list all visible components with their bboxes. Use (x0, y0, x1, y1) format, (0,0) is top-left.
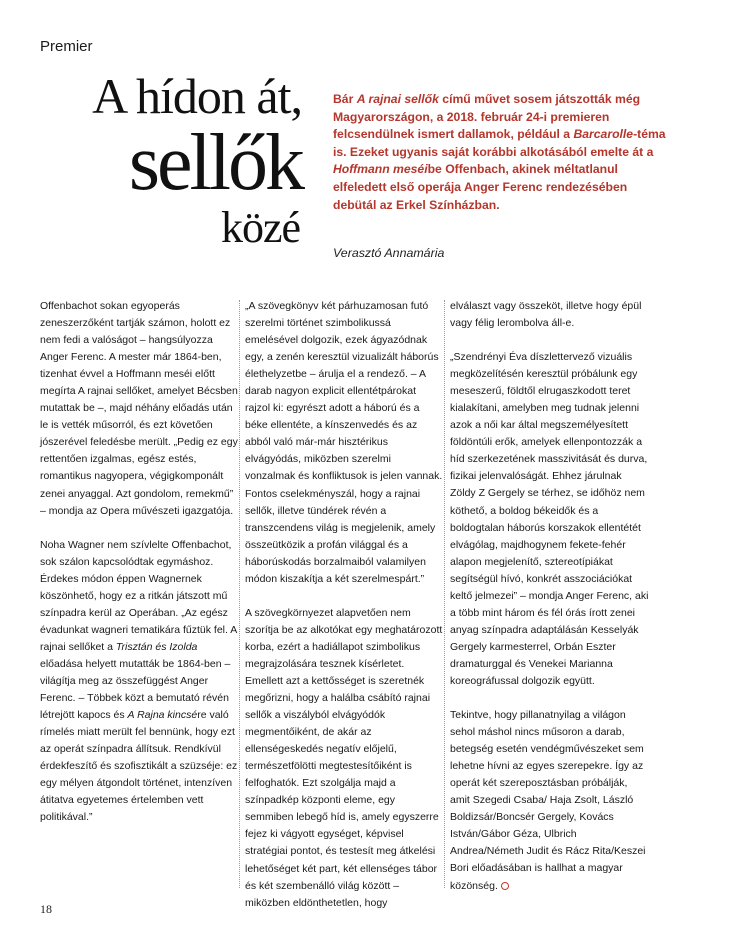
body-text: Tekintve, hogy pillanatnyilag a világon sehol máshol nincs műsoron a darab, betegség esetén vendégművészeket sem lehetne hívni az egyes szerepekre. Így az operát két szereposztásban próbálják, amit Szegedi Csaba/ Haja Zsolt, László Boldizsár/Boncsér Gergely, Kovács István/Gábor Géza, Ulbrich Andrea/Németh Judit és Rácz Rita/Keszei Bori előadásában is hallhat a magyar közönség. (450, 709, 646, 892)
body-column-3 (450, 298, 650, 912)
lead-emphasis: Hoffmann meséi (333, 162, 428, 177)
body-column-1 (40, 298, 238, 843)
title-line-1: A hídon át, (92, 68, 302, 124)
lead-text: be Offenbach, akinek méltatlanul elfeledett első operája Anger Ferenc rendezésében debütál az Erkel Színházban. (333, 162, 628, 212)
body-column-2 (245, 298, 443, 929)
body-emphasis: Trisztán és Izolda (115, 640, 198, 653)
lead-emphasis: Barcarolle (573, 127, 634, 142)
lead-text: -téma is. Ezeket ugyanis saját korábbi alkotásából emelte át a (333, 127, 666, 159)
body-text: Noha Wagner nem szívlelte Offenbachot, sok szálon kapcsolódtak egymáshoz. Érdekes módon éppen Wagnernek köszönhető, hogy ez a ritkán játszott mű színpadra kerül az Operában. „Az egész évadunkat wagneri tematikára fűztük fel. A rajnai sellőket a (40, 538, 237, 653)
page-number: 18 (40, 902, 52, 916)
column-divider (239, 300, 240, 888)
body-text: előadása helyett mutatták be 1864-ben – világítja meg az összefüggést Anger Ferenc. – Többek közt a bemutató révén létrejött kapocs és (40, 657, 231, 722)
end-of-article-icon (501, 882, 509, 890)
lead-emphasis: A rajnai sellők (356, 92, 439, 106)
column-divider (444, 300, 445, 888)
body-text: re való rímelés miatt merült fel bennünk, hogy ezt az operát színpadra állítsuk. Rendkívül érdekfeszítő és szofisztikált a szüzséje: ez egy mélyen átgondolt történet, intenzíven átitatva egyetemes értelemben vett politikával.” (40, 709, 238, 824)
body-emphasis: A Rajna kincsé (127, 709, 198, 722)
body-paragraph: Offenbachot sokan egyoperás zeneszerzőként tartják számon, holott ez nem fedi a valóságot – hangsúlyozza Anger Ferenc. A mester már 1864-ben, tizenhat évvel a Hoffmann meséi előtt megírta A rajnai sellőket, amelyet Bécsben mutattak be –, majd néhány előadás után le is vették műsorról, és ezt követően jószerével feledésbe merült. „Pedig ez egy rettentően izgalmas, egész estés, romantikus nagyopera, végigkomponált zenei anyaggal. Azt gondolom, remekmű” – mondja az Opera művészeti igazgatója. (40, 300, 238, 517)
lead-paragraph (333, 91, 669, 214)
body-paragraph (40, 537, 238, 827)
author-byline: Verasztó Annamária (333, 246, 445, 260)
title-line-2: sellők (128, 119, 302, 207)
article-title (40, 68, 302, 254)
lead-text: című művet sosem játszották még Magyarországon, a 2018. február 24-i premieren felcsendülnek ismert dallamok, például a (333, 92, 641, 142)
body-paragraph (450, 707, 650, 895)
body-paragraph: „Szendrényi Éva díszlettervező vizuális megközelítésén keresztül próbálunk egy meseszerű, földtől elrugaszkodott teret kialakítani, amelyben meg tudnak jelenni azok a női kar által megszemélyesített földöntúli erők, amelyek ellenpontozzák a híd szerkezetének masszivitását és durva, fizikai jelenvalóságát. Ehhez járulnak Zöldy Z Gergely se térhez, se időhöz nem köthető, a boldog békeidők és a boldogtalan háborús korszakok ellentétét elvágólag, majdhogynem fekete-fehér alapon megjelenítő, sztereotípiákat segítségül hívó, konkrét asszociációkat keltő jelmezei” – mondja Anger Ferenc, aki a több mint három és fél órás írott zenei anyag színpadra adaptálásán Kesselyák Gergely karmesterrel, Orbán Eszter dramaturggal és Venekei Marianna koreográfussal dolgozik együtt. (450, 351, 649, 687)
body-paragraph: „A szövegkönyv két párhuzamosan futó szerelmi történet szimbolikussá emelésével dolgozik, ezek ágyazódnak egy, a zenén keresztül vizualizált háborús élethelyzetbe – árulja el a rendező. – A darab nagyon explicit ellentétpárokat rajzol ki: egyrészt adott a háború és a béke ellentéte, a kínszenvedés és az abból való már-már hisztérikus elvágyódás, miközben szerelmi vonzalmak és konfliktusok is jelen vannak. Fontos cselekményszál, hogy a rajnai sellők, illetve tündérek révén a transzcendens világ is megjelenik, amely összeütközik a profán világgal és a háborúskodás borzalmaiból valamilyen módon kiszakítja a két szerelmespárt.” (245, 300, 443, 585)
lead-text: Bár (333, 92, 357, 106)
section-label: Premier (40, 38, 93, 55)
title-line-3: közé (220, 203, 300, 252)
body-paragraph: A szövegkörnyezet alapvetően nem szorítja be az alkotókat egy meghatározott korba, ezért a hadiállapot szimbolikus megrajzolására tesznek kísérletet. Emellett azt a kettősséget is szeretnék megőrizni, hogy a halálba csábító rajnai sellők a viszályból elvágyódók megmentőiként, de akár az ellenségeskedés negatív előjelű, természetfölötti megtestesítőiként is felfoghatók. Ezt szolgálja majd a színpadkép központi eleme, egy semmiben lebegő híd is, amely egyszerre fejez ki vágyott egységet, képvisel stratégiai pontot, és testesít meg átkelési lehetőséget két part, két ellenséges tábor és két szembenálló világ között – miközben eldönthetetlen, hogy (245, 606, 443, 909)
body-paragraph: elválaszt vagy összeköt, illetve hogy épül vagy félig lerombolva áll-e. (450, 300, 642, 330)
